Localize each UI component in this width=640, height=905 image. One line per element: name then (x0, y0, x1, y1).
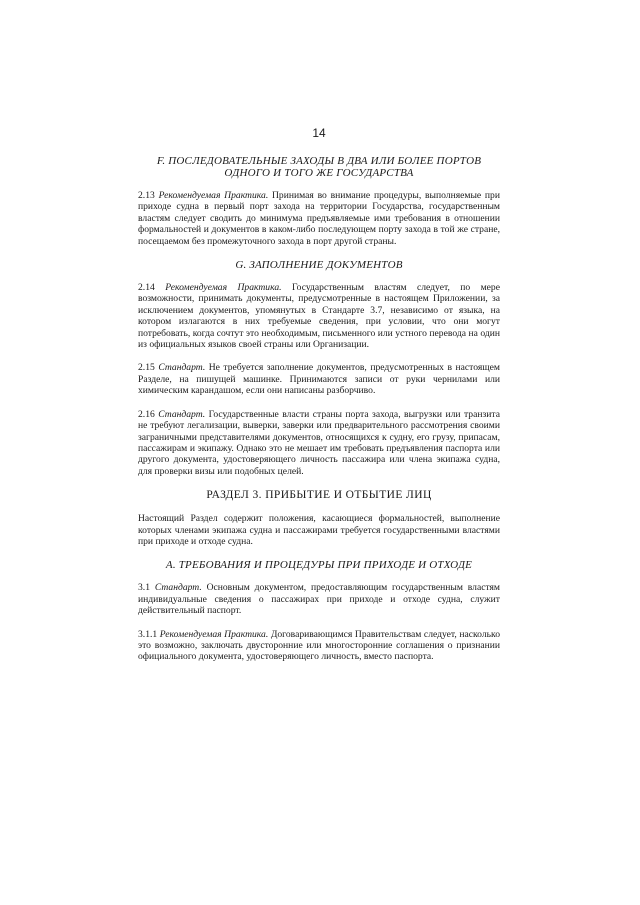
paragraph-kind: Рекомендуемая Практика. (158, 190, 269, 201)
paragraph-text: Государственные власти страны порта захода, выгрузки или транзита не требуют легализации, выверки, заверки или предварительного рассмотрения своими заграничными представителями документов, относящихся к судну, его грузу, припасам, пассажирам и экипажу. Однако это не мешает им требовать предъявления паспорта или другого документа, удостоверяющего личность пассажира или члена экипажа судна, для проверки визы или подобных целей. (138, 408, 500, 477)
section-f-heading: F. ПОСЛЕДОВАТЕЛЬНЫЕ ЗАХОДЫ В ДВА ИЛИ БОЛЕЕ ПОРТОВ ОДНОГО И ТОГО ЖЕ ГОСУДАРСТВА (156, 155, 482, 179)
paragraph-2-13 (138, 190, 500, 247)
paragraph-number: 3.1 (138, 582, 150, 594)
paragraph-number: 3.1.1 (138, 628, 158, 640)
paragraph-3-1 (138, 582, 500, 616)
section-a-heading: A. ТРЕБОВАНИЯ И ПРОЦЕДУРЫ ПРИ ПРИХОДЕ И ОТХОДЕ (165, 559, 473, 572)
paragraph-number: 2.14 (138, 282, 155, 294)
paragraph-kind: Стандарт. (154, 582, 202, 594)
paragraph-2-14 (138, 282, 500, 350)
paragraph-number: 2.16 (138, 408, 155, 420)
paragraph-2-16 (138, 409, 500, 477)
paragraph-text: Договаривающимся Правительствам следует, насколько это возможно, заключать двусторонние или многосторонние соглашения о признании официального документа, удостоверяющего личность, вместо паспорта. (138, 628, 500, 663)
paragraph-text: Государственным властям следует, по мере возможности, принимать документы, предусмотренные в настоящем Приложении, за исключением документов, упомянутых в Стандарте 3.7, независимо от языка, на котором излагаются в них требуемые сведения, при условии, что они могут потребовать, когда сочтут это необходимым, письменного или устного перевода на один из официальных языков своей страны или Организации. (138, 282, 500, 351)
paragraph-text: Не требуется заполнение документов, предусмотренных в настоящем Разделе, на пишущей машинке. Принимаются записи от руки чернилами или химическим карандашом, если они написаны разборчиво. (138, 362, 500, 397)
section-3-heading: РАЗДЕЛ 3. ПРИБЫТИЕ И ОТБЫТИЕ ЛИЦ (206, 489, 432, 502)
paragraph-kind: Рекомендуемая Практика. (165, 282, 282, 294)
document-page (138, 126, 500, 675)
paragraph-kind: Рекомендуемая Практика. (159, 628, 269, 640)
paragraph-3-1-1 (138, 629, 500, 663)
paragraph-text: Основным документом, предоставляющим государственным властям индивидуальные сведения о пассажирах при приходе и отходе судна, служит действительный паспорт. (138, 582, 501, 617)
paragraph-number: 2.15 (138, 362, 155, 374)
paragraph-kind: Стандарт. (158, 408, 206, 420)
paragraph-number: 2.13 (138, 190, 155, 201)
paragraph-2-15 (138, 362, 500, 396)
page-number: 14 (312, 126, 326, 140)
section-3-intro: Настоящий Раздел содержит положения, касающиеся формальностей, выполнение которых членами экипажа судна и пассажирами требуется государственными властями при приходе и отходе судна. (138, 513, 500, 547)
section-g-heading: G. ЗАПОЛНЕНИЕ ДОКУМЕНТОВ (235, 259, 403, 272)
paragraph-text: Принимая во внимание процедуры, выполняемые при приходе судна в первый порт захода на территории Государства, государственным властям следует сводить до минимума предъявляемые ими требования в отношении формальностей и документов в каком-либо последующем порту захода в той же стране, посещаемом без промежуточного захода в порт другой страны. (138, 190, 500, 247)
paragraph-kind: Стандарт. (158, 362, 206, 374)
